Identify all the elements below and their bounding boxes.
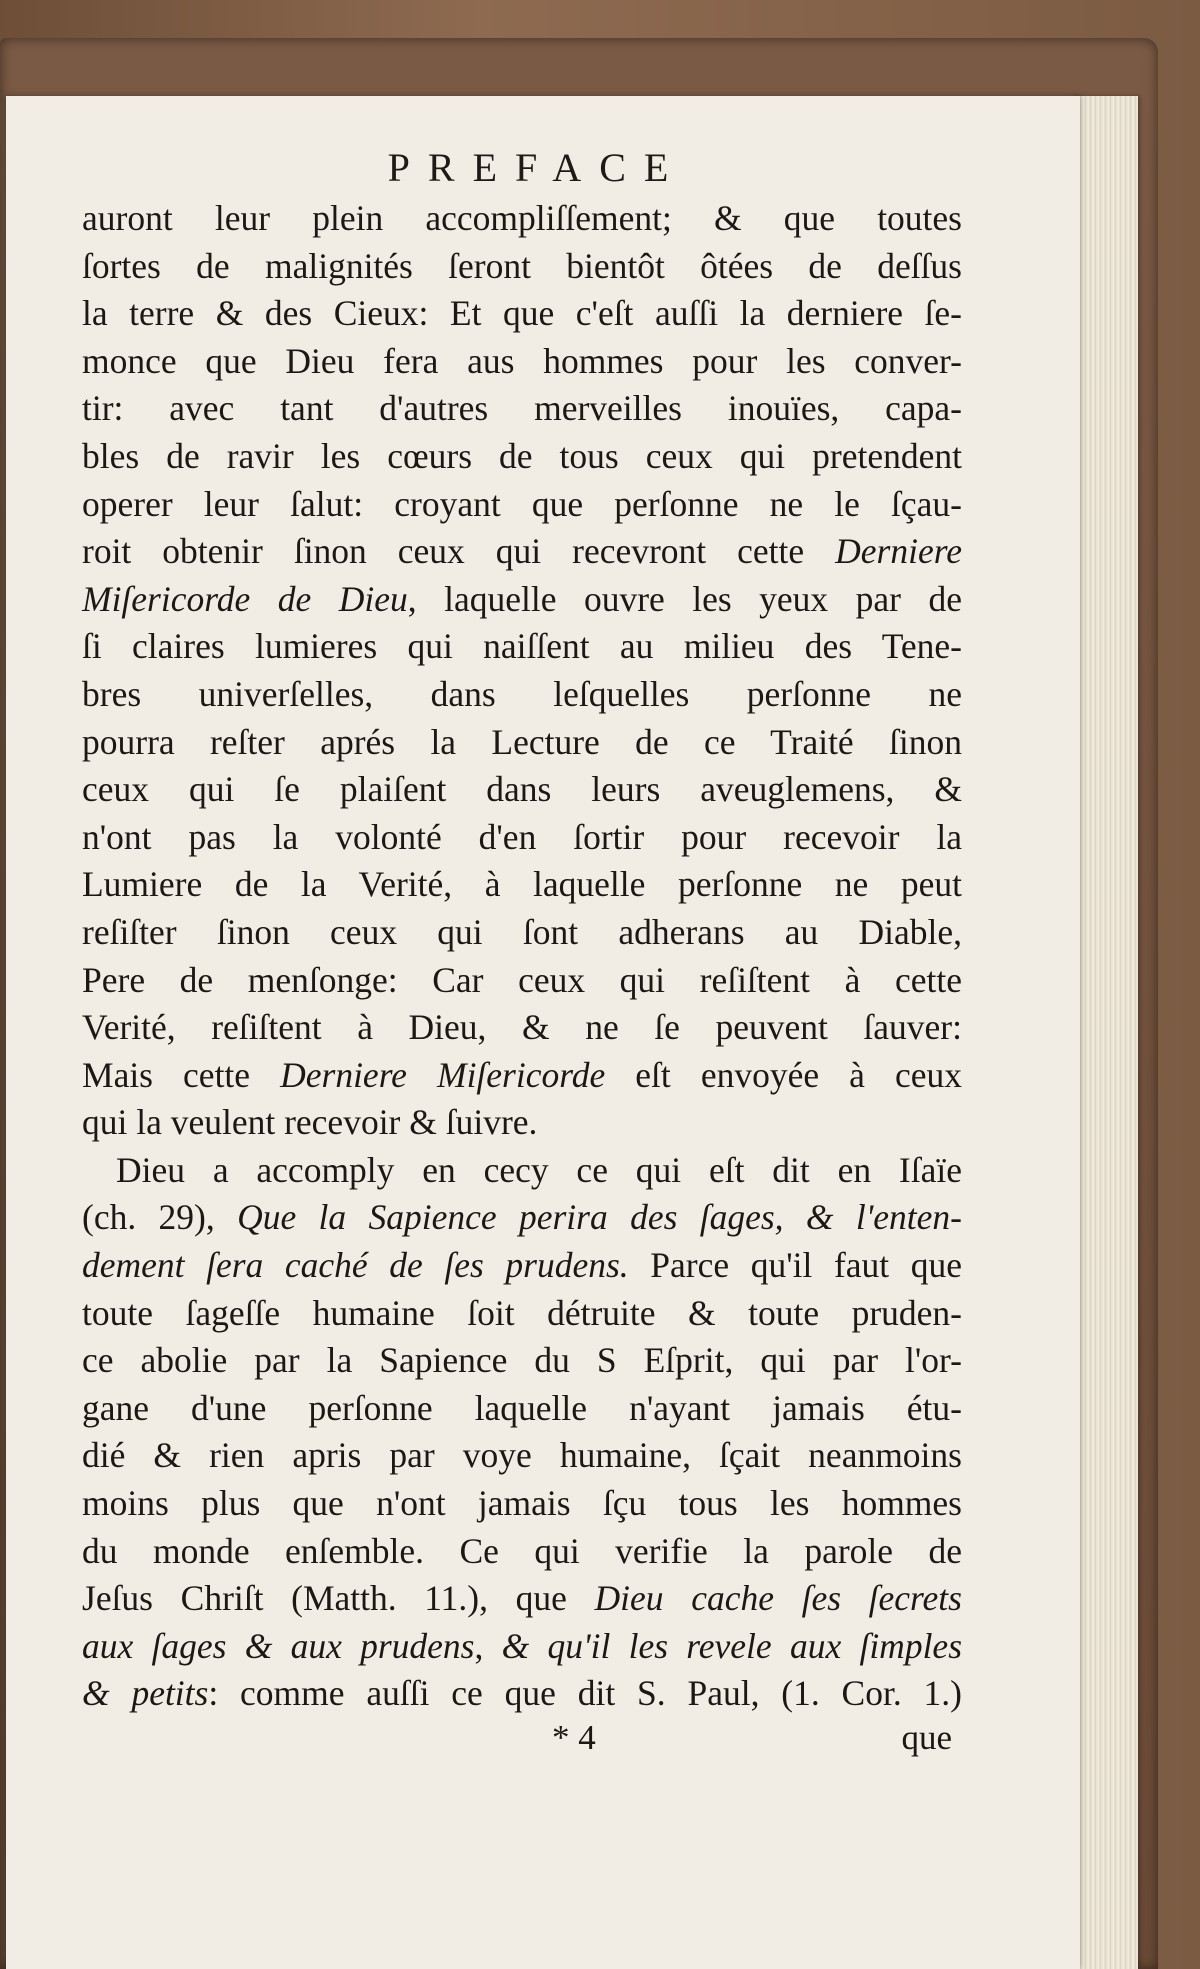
text-line [82, 338, 962, 386]
book-page [6, 96, 1080, 1969]
italic-text: Dieu cache ſes ſecrets [594, 1578, 962, 1619]
text-line [82, 576, 962, 624]
text-segment: ce abolie par la Sapience du S Eſprit, qui par l'or- [82, 1340, 962, 1381]
text-segment: bres univerſelles, dans leſquelles perſonne ne [82, 673, 962, 714]
text-line [82, 1242, 962, 1290]
text-segment: pourra reſter aprés la Lecture de ce Traité ſinon [82, 721, 962, 762]
text-segment: operer leur ſalut: croyant que perſonne ne le ſçau- [82, 483, 962, 524]
text-line [82, 528, 962, 576]
text-segment: tir: avec tant d'autres merveilles inouïes, capa- [82, 388, 962, 429]
text-segment: toute ſageſſe humaine ſoit détruite & toute pruden- [82, 1292, 962, 1333]
text-line [82, 1528, 962, 1576]
catchword: que [901, 1718, 952, 1757]
text-line [82, 481, 962, 529]
text-line [82, 1432, 962, 1480]
italic-text: dement ſera caché de ſes prudens. [82, 1245, 629, 1286]
italic-text: Que la Sapience perira des ſages, & l'enten- [237, 1197, 962, 1238]
body-text [82, 195, 962, 1718]
italic-text: aux ſages & aux prudens [82, 1625, 475, 1666]
text-segment: moins plus que n'ont jamais ſçu tous les hommes [82, 1483, 962, 1524]
text-segment: ſortes de malignités ſeront bientôt ôtées de deſſus [82, 245, 962, 286]
text-segment: qui la veulent recevoir & ſuivre. [82, 1102, 538, 1143]
page-content [82, 141, 962, 1768]
text-segment: n'ont pas la volonté d'en ſortir pour recevoir la [82, 816, 962, 857]
text-segment: eſt envoyée à ceux [605, 1054, 962, 1095]
text-segment: dié & rien apris par voye humaine, ſçait neanmoins [82, 1435, 962, 1476]
text-line [82, 671, 962, 719]
text-line [82, 1337, 962, 1385]
italic-text: Derniere Miſericorde [280, 1054, 606, 1095]
text-segment: Mais cette [82, 1054, 281, 1095]
text-line [82, 1575, 962, 1623]
italic-text: Miſericorde de Dieu [82, 578, 408, 619]
text-segment: auront leur plein accompliſſement; & que toutes [82, 198, 962, 238]
text-line [82, 1052, 962, 1100]
text-line [82, 1385, 962, 1433]
running-header: PREFACE [387, 145, 687, 190]
text-segment: Lumiere de la Verité, à laquelle perſonne ne peut [82, 864, 962, 905]
text-line [82, 1480, 962, 1528]
page-edges [1072, 96, 1138, 1969]
text-segment: Pere de menſonge: Car ceux qui reſiſtent à cette [82, 959, 962, 1000]
text-line [82, 1670, 962, 1718]
text-segment: reſiſter ſinon ceux qui ſont adherans au Diable, [82, 911, 962, 952]
text-line [82, 195, 962, 243]
text-line [82, 766, 962, 814]
text-segment: Dieu a accomply en cecy ce qui eſt dit en Iſaïe [116, 1149, 962, 1190]
text-line [82, 1147, 962, 1195]
text-segment: gane d'une perſonne laquelle n'ayant jamais étu- [82, 1387, 962, 1428]
text-line [82, 1623, 962, 1671]
text-segment: : comme auſſi ce que dit S. Paul, (1. Cor. 1.) [208, 1673, 962, 1714]
text-segment: Jeſus Chriſt (Matth. 11.), que [82, 1578, 595, 1619]
signature-mark: * 4 [552, 1718, 596, 1757]
text-segment: monce que Dieu fera aus hommes pour les conver- [82, 340, 962, 381]
text-segment: , laquelle ouvre les yeux par de [407, 578, 962, 619]
text-line [82, 623, 962, 671]
text-line [82, 861, 962, 909]
text-segment: (ch. 29), [82, 1197, 238, 1238]
text-line [82, 433, 962, 481]
page-footer [82, 1718, 962, 1768]
text-line [82, 909, 962, 957]
text-line [82, 1004, 962, 1052]
text-line [82, 385, 962, 433]
text-line [82, 243, 962, 291]
text-line [82, 719, 962, 767]
text-line [82, 1099, 962, 1147]
text-segment: roit obtenir ſinon ceux qui recevront cette [82, 531, 836, 572]
text-line [82, 1290, 962, 1338]
italic-text: Derniere [835, 531, 962, 572]
text-segment: bles de ravir les cœurs de tous ceux qui pretendent [82, 435, 962, 476]
text-line [82, 957, 962, 1005]
text-line [82, 290, 962, 338]
text-line [82, 814, 962, 862]
text-segment: ſi claires lumieres qui naiſſent au milieu des Tene- [82, 626, 962, 667]
text-segment: Parce qu'il faut que [628, 1245, 963, 1286]
text-line [82, 1194, 962, 1242]
italic-text: & qu'il les revele aux ſimples [501, 1625, 963, 1666]
text-segment: ceux qui ſe plaiſent dans leurs aveuglemens, & [82, 769, 962, 810]
italic-text: & petits [82, 1673, 209, 1714]
text-segment: du monde enſemble. Ce qui verifie la parole de [82, 1530, 962, 1571]
text-segment: Verité, reſiſtent à Dieu, & ne ſe peuvent ſauver: [82, 1007, 962, 1048]
text-segment: la terre & des Cieux: Et que c'eſt auſſi la derniere ſe- [82, 293, 962, 334]
text-segment: , [474, 1625, 502, 1666]
